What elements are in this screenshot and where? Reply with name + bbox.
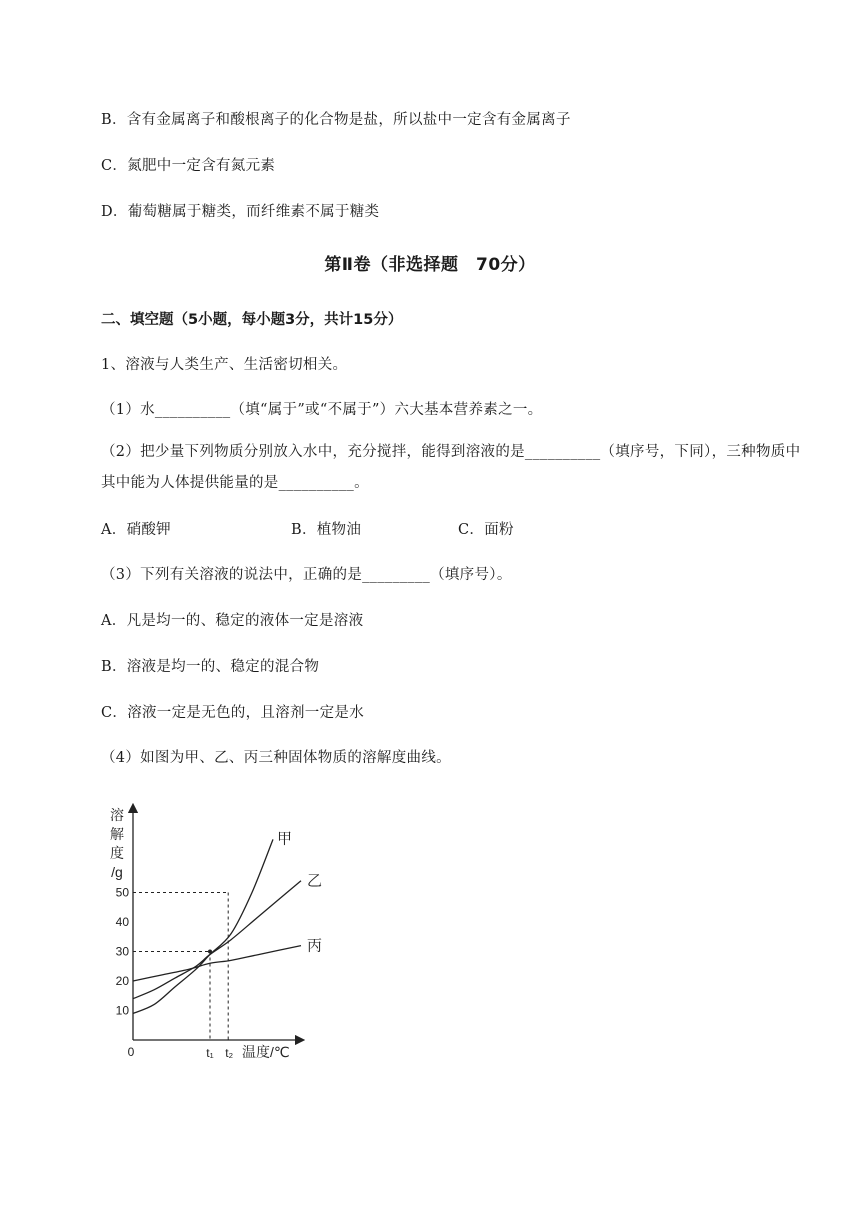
- question-part-4: （4）如图为甲、乙、丙三种固体物质的溶解度曲线。: [101, 750, 451, 766]
- series-bing-line: [133, 946, 301, 981]
- question-part-3: （3）下列有关溶液的说法中，正确的是_________（填序号）。: [101, 567, 512, 583]
- x-tick-label: t₂: [225, 1046, 234, 1060]
- y-axis-label: 解: [110, 826, 124, 842]
- y-tick-label: 30: [115, 944, 129, 959]
- option-d: D．葡萄糖属于糖类，而纤维素不属于糖类: [101, 204, 380, 220]
- option-flour: C．面粉: [458, 522, 514, 538]
- option-c: C．氮肥中一定含有氮元素: [101, 158, 276, 174]
- y-axis-label: /g: [111, 864, 123, 880]
- part-3-option-c: C．溶液一定是无色的，且溶剂一定是水: [101, 705, 364, 721]
- y-tick-label: 40: [115, 915, 129, 929]
- series-jia-line: [133, 839, 273, 1013]
- part-3-option-b: B．溶液是均一的、稳定的混合物: [101, 659, 320, 675]
- section-heading: 第Ⅱ卷（非选择题 70分）: [324, 255, 536, 275]
- series-yi-line: [133, 881, 301, 999]
- x-axis-label: 温度/℃: [242, 1044, 290, 1060]
- question-intro: 1、溶液与人类生产、生活密切相关。: [101, 357, 348, 373]
- question-part-1: （1）水__________（填“属于”或“不属于”）六大基本营养素之一。: [101, 402, 543, 418]
- series-jia-label: 甲: [277, 830, 293, 848]
- fill-blank-section-title: 二、填空题（5小题，每小题3分，共计15分）: [101, 312, 403, 328]
- y-axis-label: 溶: [110, 807, 124, 823]
- intersection-point: [208, 950, 212, 954]
- solubility-curve-chart: [100, 798, 323, 1073]
- part-3-option-a: A．凡是均一的、稳定的液体一定是溶液: [101, 613, 364, 629]
- x-tick-label: t₁: [206, 1046, 214, 1060]
- y-tick-label: 20: [115, 974, 129, 988]
- option-potassium-nitrate: A．硝酸钾: [101, 522, 171, 538]
- y-tick-label: 10: [115, 1003, 129, 1018]
- series-bing-label: 丙: [307, 937, 323, 955]
- y-axis-label: 度: [110, 845, 124, 861]
- question-part-2: （2）把少量下列物质分别放入水中，充分搅拌，能得到溶液的是__________（填序号，下同），三种物质中其中能为人体提供能量的是__________。: [101, 444, 801, 491]
- option-vegetable-oil: B．植物油: [291, 522, 362, 538]
- part-2-options: [101, 518, 514, 539]
- origin-label: 0: [127, 1045, 135, 1059]
- option-b: B．含有金属离子和酸根离子的化合物是盐，所以盐中一定含有金属离子: [101, 112, 571, 128]
- y-tick-label: 50: [115, 885, 129, 900]
- series-yi-label: 乙: [307, 872, 323, 890]
